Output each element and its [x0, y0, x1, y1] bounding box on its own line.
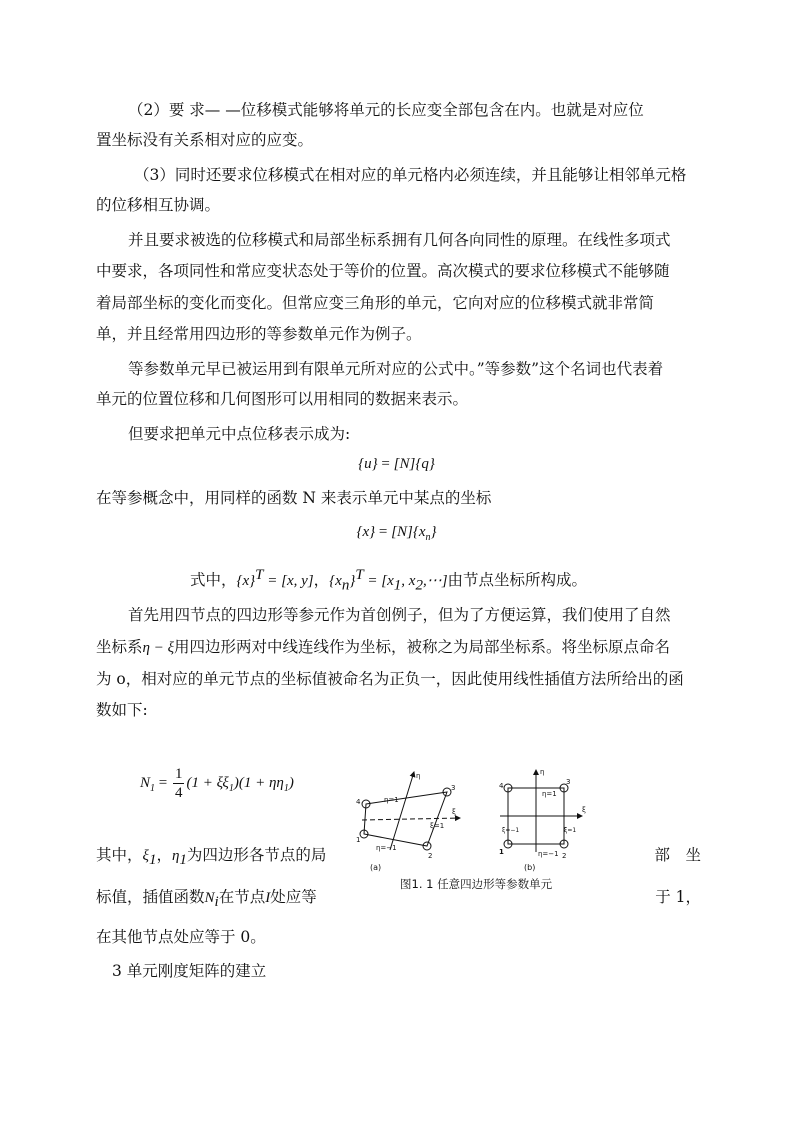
label-xi-a: ξ [452, 808, 456, 816]
equation-displacement [0, 454, 793, 474]
p7-l2m: η − ξ [142, 640, 175, 656]
eq3-a-sup: T [255, 567, 264, 583]
equation-shape-function [140, 765, 294, 802]
paragraph-3-line-4: 单，并且经常用四边形的等参数单元作为例子。 [96, 325, 422, 343]
paragraph-1-line-1: （2）要 求— —位移模式能够将单元的长应变全部包含在内。也就是对应位 [128, 101, 644, 119]
label-a: (a) [370, 863, 382, 872]
eq3-b: = [x, y] [263, 573, 314, 590]
p8-eta: η [171, 848, 180, 864]
figure-a [360, 772, 460, 850]
label-eta-bottom-b: η=−1 [538, 850, 559, 858]
p9-nis: i [214, 894, 219, 911]
eq3-d3: 2 [415, 577, 423, 594]
eq3-d2: , x [401, 573, 416, 590]
p8-a: 其中， [96, 846, 143, 864]
paragraph-2-line-1: （3）同时还要求位移模式在相对应的单元格内必须连续，并且能够让相邻单元格 [134, 166, 687, 184]
paragraph-3-line-2: 中要求，各项同性和常应变状态处于等价的位置。高次模式的要求位移模式不能够随 [96, 262, 670, 280]
figure-caption: 图1. 1 任意四边形等参数单元 [400, 877, 553, 891]
eq4-lsub: 1 [150, 782, 156, 794]
label-eta-top-b: η=1 [542, 790, 557, 798]
quadrilateral-element-figure [352, 762, 612, 892]
eq2-close: } [430, 524, 437, 540]
eq2-equals: = [375, 524, 392, 540]
label-node-a-3: 3 [451, 784, 456, 792]
eq1-lhs: {u} [358, 456, 378, 472]
eq2-sub: n [425, 532, 431, 543]
eq3-c-sup: T [355, 567, 364, 583]
eq3-d: = [x [363, 573, 394, 590]
label-node-b-1: 1 [499, 848, 504, 856]
eq3-d4: ,⋯] [422, 573, 448, 590]
label-xi-left-b: ξ=−1 [502, 827, 520, 834]
eq4-t3: ) [288, 774, 294, 791]
p7-l2a: 坐标系 [96, 638, 143, 656]
label-node-b-4: 4 [499, 782, 504, 790]
paragraph-3-line-1: 并且要求被选的位移模式和局部坐标系拥有几何各向同性的原理。在线性多项式 [128, 231, 671, 249]
eq3-c-sub: n [341, 577, 350, 594]
paragraph-2-line-2: 的位移相互协调。 [96, 196, 221, 214]
eq4-fraction [173, 765, 185, 802]
paragraph-4-line-2: 单元的位置位移和几何图形可以用相同的数据来表示。 [96, 390, 469, 408]
eq3-c: {x [329, 573, 342, 590]
eq4-t1: (1 + ξξ [186, 774, 229, 791]
p9-right: 于 1， [655, 888, 701, 906]
label-eta-bottom-a: η=−1 [376, 844, 397, 852]
paragraph-3-line-3: 着局部坐标的变化而变化。但常应变三角形的单元，它向对应的位移模式就非常简 [96, 294, 655, 312]
eq4-t1s: 1 [228, 782, 234, 794]
p7-l2b: 用四边形两对中线连线作为坐标，被称之为局部坐标系。将坐标原点命名 [174, 638, 671, 656]
eq3-suffix: 由节点坐标所构成。 [447, 571, 588, 590]
label-node-b-3: 3 [566, 778, 571, 786]
p9-ni: N [204, 890, 215, 906]
p9-a: 标值，插值函数 [96, 888, 205, 906]
eq4-lhs: N [140, 774, 151, 791]
eq2-rhs: [N]{x [391, 524, 426, 540]
label-node-a-2: 2 [428, 852, 433, 860]
eq1-rhs: [N]{q} [393, 456, 435, 472]
p8-left [96, 845, 326, 870]
eq3-a: {x} [236, 573, 256, 590]
p9-i: I [265, 890, 271, 906]
label-node-b-2: 2 [562, 852, 567, 860]
label-node-a-1: 1 [356, 836, 361, 844]
p9-b: 在节点 [218, 888, 266, 906]
eq4-t2s: 1 [283, 782, 289, 794]
label-xi-right-b: ξ=1 [564, 827, 577, 834]
eq4-den: 4 [174, 785, 183, 801]
paragraph-6-line-1: 在等参概念中，用同样的函数 N 来表示单元中某点的坐标 [96, 489, 492, 507]
p8-right: 部 坐 [654, 846, 701, 864]
equation-definition-line [190, 565, 587, 595]
eq4-num: 1 [174, 766, 183, 782]
eta-axis-a [390, 772, 414, 850]
p8-b: 为四边形各节点的局 [186, 846, 327, 864]
label-node-a-4: 4 [356, 798, 361, 806]
paragraph-4-line-1: 等参数单元早已被运用到有限单元所对应的公式中。”等参数”这个名词也代表着 [128, 360, 664, 378]
eq3-sep: ， [313, 571, 330, 590]
label-eta-b: η [540, 768, 545, 776]
eq2-lhs: {x} [356, 524, 376, 540]
paragraph-1-line-2: 置坐标没有关系相对应的应变。 [96, 131, 314, 149]
eq3-prefix: 式中， [190, 571, 237, 590]
label-eta-top-a: η=1 [384, 796, 399, 804]
equation-coordinate [0, 522, 793, 548]
eq4-t2: )(1 + ηη [233, 774, 284, 791]
label-eta-a: η [416, 772, 421, 780]
section-heading: 3 单元刚度矩阵的建立 [112, 962, 267, 980]
paragraph-10-line-1: 在其他节点处应等于 0。 [96, 928, 266, 946]
label-xi-side-a: ξ=1 [430, 822, 445, 830]
eq4-equals: = [155, 774, 171, 791]
p8-xis: 1 [148, 852, 157, 869]
paragraph-7-line-2 [96, 637, 670, 658]
eq1-equals: = [377, 456, 394, 472]
p9-left [96, 887, 317, 912]
p9-c: 处应等 [270, 888, 317, 906]
label-xi-b: ξ [582, 806, 586, 814]
p8-xi: ξ [142, 848, 149, 864]
paragraph-7-line-1: 首先用四节点的四边形等参元作为首创例子，但为了方便运算，我们使用了自然 [128, 606, 671, 624]
eq3-d1: 1 [393, 577, 402, 594]
eq3-c2: } [349, 573, 356, 590]
xi-axis-a [362, 818, 460, 820]
paragraph-7-line-3: 为 o，相对应的单元节点的坐标值被命名为正负一，因此使用线性插值方法所给出的函 [96, 670, 684, 688]
p8-etas: 1 [179, 852, 187, 869]
p8-sep: ， [156, 846, 172, 864]
paragraph-7-line-4: 数如下: [96, 701, 148, 719]
paragraph-5-line-1: 但要求把单元中点位移表示成为: [128, 425, 351, 443]
label-b: (b) [524, 863, 536, 872]
